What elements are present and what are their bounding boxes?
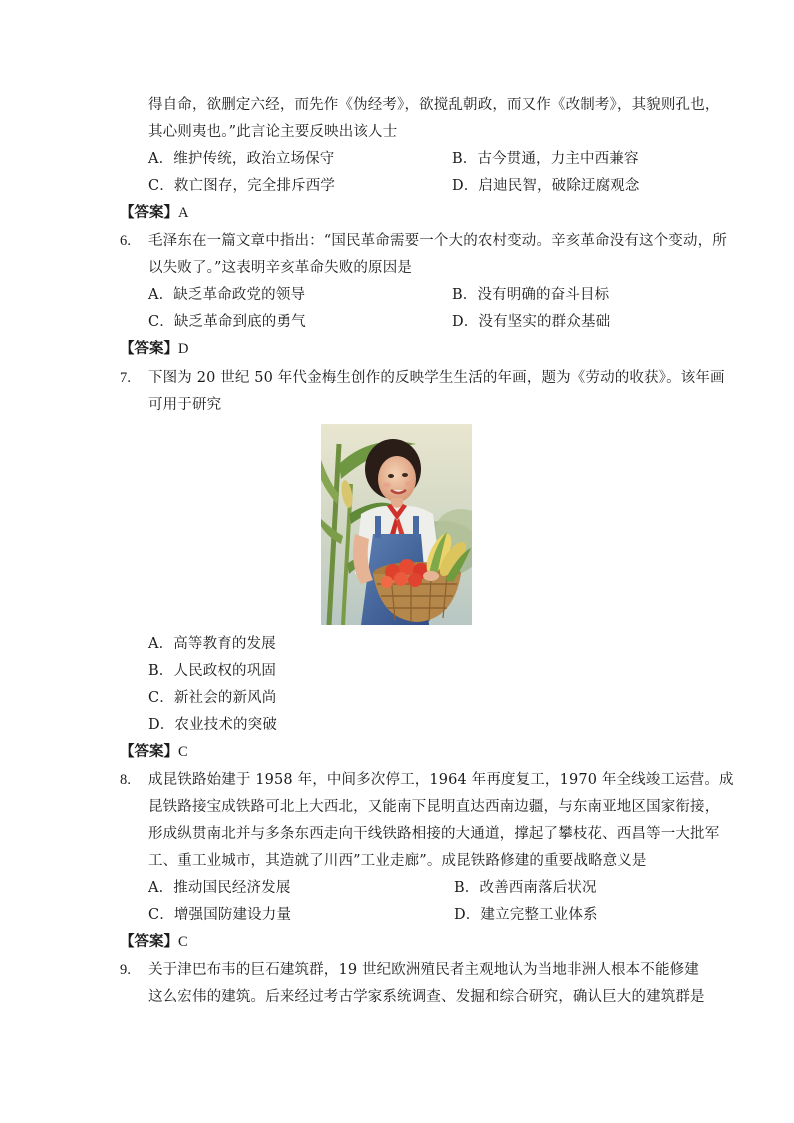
q6-option-d: D．没有坚实的群众基础 bbox=[452, 314, 611, 330]
q9-stem-line1: 关于津巴布韦的巨石建筑群，19 世纪欧洲殖民者主观地认为当地非洲人根本不能修建 bbox=[148, 962, 699, 978]
q8-answer bbox=[120, 932, 188, 952]
q6-stem-line1: 毛泽东在一篇文章中指出：“国民革命需要一个大的农村变动。辛亥革命没有这个变动，所 bbox=[148, 233, 727, 249]
q8-stem-line4: 工、重工业城市，其造就了川西”工业走廊”。成昆铁路修建的重要战略意义是 bbox=[148, 853, 647, 869]
answer-value: C bbox=[178, 744, 188, 760]
answer-label: 【答案】 bbox=[120, 933, 178, 950]
q5-option-d: D．启迪民智，破除迂腐观念 bbox=[452, 178, 640, 194]
q8-stem-line3: 形成纵贯南北并与多条东西走向干线铁路相接的大通道，撑起了攀枝花、西昌等一大批军 bbox=[148, 826, 720, 842]
answer-label: 【答案】 bbox=[120, 743, 178, 760]
answer-value: C bbox=[178, 934, 188, 950]
poster-image-labor-harvest bbox=[321, 424, 472, 625]
q8-stem-line1: 成昆铁路始建于 1958 年，中间多次停工，1964 年再度复工，1970 年全线竣工运营。成 bbox=[148, 772, 734, 788]
answer-value: D bbox=[178, 341, 189, 357]
q5-stem-line1: 得自命，欲删定六经，而先作《伪经考》，欲搅乱朝政，而又作《改制考》，其貌则孔也， bbox=[148, 97, 720, 113]
q7-option-c: C．新社会的新风尚 bbox=[148, 690, 277, 706]
q8-option-b: B．改善西南落后状况 bbox=[454, 880, 597, 896]
answer-value: A bbox=[178, 205, 189, 221]
q9-stem-line2: 这么宏伟的建筑。后来经过考古学家系统调查、发掘和综合研究，确认巨大的建筑群是 bbox=[148, 989, 705, 1005]
q8-option-d: D．建立完整工业体系 bbox=[454, 907, 598, 923]
q8-stem-line2: 昆铁路接宝成铁路可北上大西北，又能南下昆明直达西南边疆，与东南亚地区国家衔接， bbox=[148, 799, 720, 815]
q5-option-c: C．救亡图存，完全排斥西学 bbox=[148, 178, 336, 194]
q7-option-b: B．人民政权的巩固 bbox=[148, 663, 277, 679]
q7-stem-line2: 可用于研究 bbox=[148, 397, 222, 413]
q8-option-a: A．推动国民经济发展 bbox=[148, 880, 291, 896]
q9-number: 9. bbox=[120, 962, 132, 978]
q5-answer bbox=[120, 203, 188, 223]
answer-label: 【答案】 bbox=[120, 340, 178, 357]
q5-option-a: A．维护传统，政治立场保守 bbox=[148, 151, 335, 167]
q7-option-d: D．农业技术的突破 bbox=[148, 717, 277, 733]
q7-stem-line1: 下图为 20 世纪 50 年代金梅生创作的反映学生生活的年画，题为《劳动的收获》。该年画 bbox=[148, 370, 725, 386]
q6-answer bbox=[120, 339, 188, 359]
q7-option-a: A．高等教育的发展 bbox=[148, 636, 276, 652]
q7-answer bbox=[120, 742, 188, 762]
q7-number: 7. bbox=[120, 370, 132, 386]
q8-option-c: C．增强国防建设力量 bbox=[148, 907, 292, 923]
answer-label: 【答案】 bbox=[120, 204, 178, 221]
q8-number: 8. bbox=[120, 772, 132, 788]
q6-option-a: A．缺乏革命政党的领导 bbox=[148, 287, 306, 303]
q5-option-b: B．古今贯通，力主中西兼容 bbox=[452, 151, 639, 167]
q6-option-b: B．没有明确的奋斗目标 bbox=[452, 287, 610, 303]
q6-stem-line2: 以失败了。”这表明辛亥革命失败的原因是 bbox=[148, 260, 413, 276]
q6-option-c: C．缺乏革命到底的勇气 bbox=[148, 314, 306, 330]
q5-stem-line2: 其心则夷也。”此言论主要反映出该人士 bbox=[148, 124, 398, 140]
q6-number: 6. bbox=[120, 233, 132, 249]
